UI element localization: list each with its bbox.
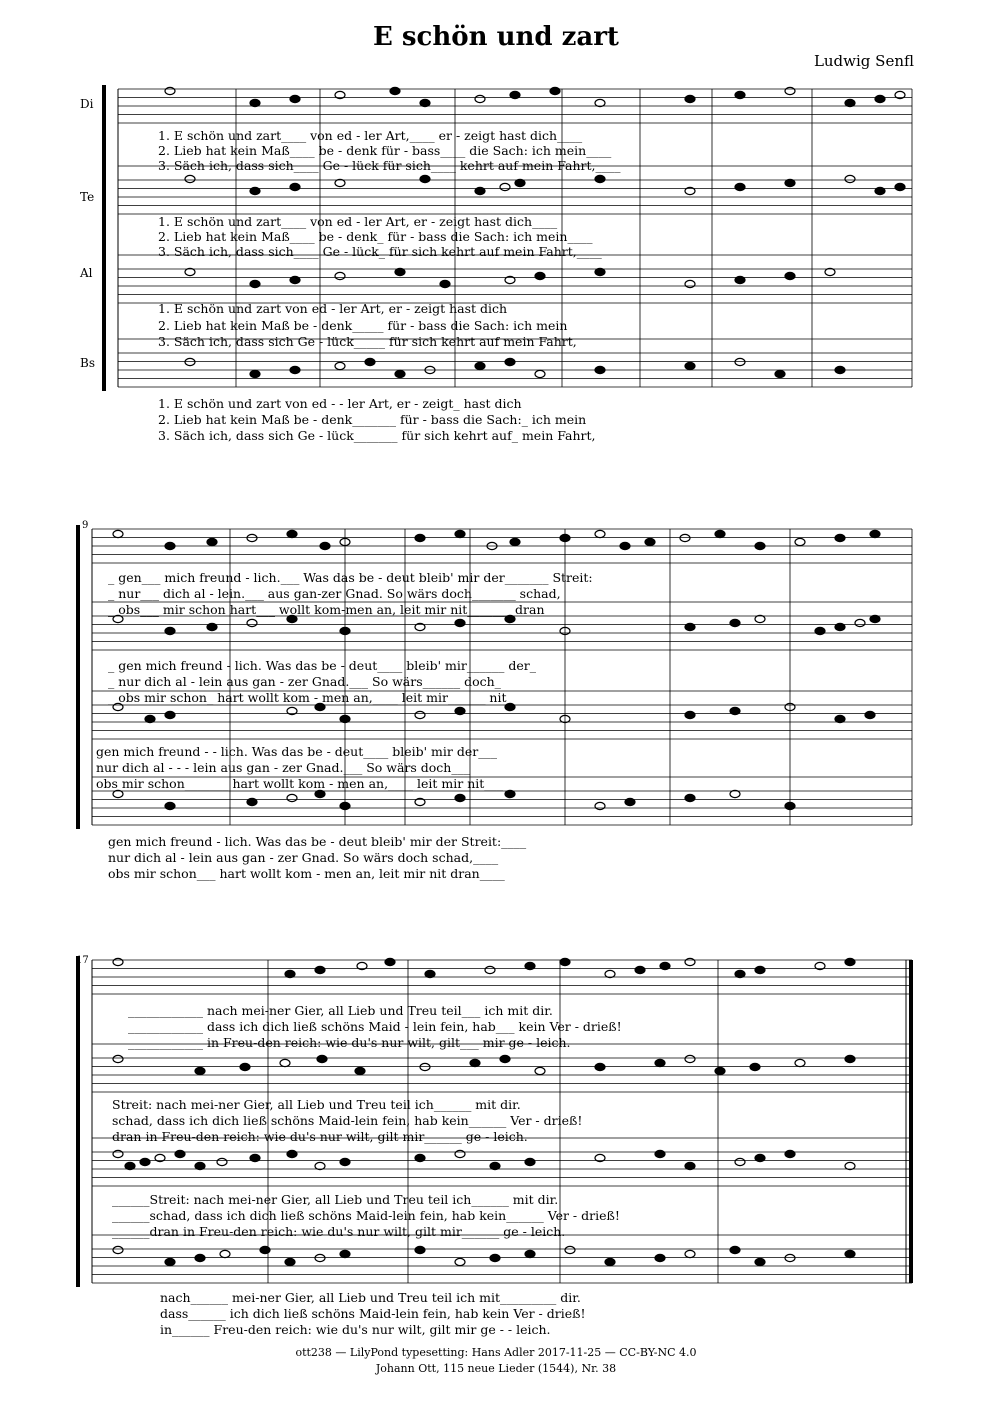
notehead xyxy=(755,615,765,622)
notehead xyxy=(735,91,745,98)
notehead xyxy=(140,1158,150,1165)
notehead xyxy=(290,366,300,373)
notehead xyxy=(560,534,570,541)
notehead xyxy=(870,530,880,537)
notehead xyxy=(455,1258,465,1265)
notehead xyxy=(185,358,195,365)
notehead xyxy=(425,970,435,977)
notehead xyxy=(785,179,795,186)
measure-number: 9 xyxy=(82,520,89,531)
lyric-line: dran in Freu-den reich: wie du's nur wilt, gilt mir______ ge - leich. xyxy=(112,1129,528,1144)
notehead xyxy=(247,534,257,541)
lyric-line: gen mich freund - - lich. Was das be - deut____ bleib' mir der___ xyxy=(96,744,497,759)
notehead xyxy=(620,542,630,549)
notehead xyxy=(515,179,525,186)
notehead xyxy=(715,1067,725,1074)
notehead xyxy=(475,362,485,369)
notehead xyxy=(315,790,325,797)
lyric-line: 2. Lieb hat kein Maß be - denk_____ für - bass die Sach: ich mein xyxy=(158,318,568,333)
notehead xyxy=(420,1063,430,1070)
voice-label-al: Al xyxy=(80,266,93,280)
footer-source: Johann Ott, 115 neue Lieder (1544), Nr. 38 xyxy=(375,1362,617,1375)
notehead xyxy=(385,958,395,965)
lyric-line: Streit: nach mei-ner Gier, all Lieb und Treu teil ich______ mit dir. xyxy=(112,1097,521,1112)
notehead xyxy=(217,1158,227,1165)
lyric-line: ______dran in Freu-den reich: wie du's nur wilt, gilt mir______ ge - leich. xyxy=(112,1224,566,1239)
lyric-line: 1. E schön und zart____ von ed - ler Art, er - zeigt hast dich____ xyxy=(158,214,558,229)
notehead xyxy=(340,1158,350,1165)
lyric-line: 3. Säch ich, dass sich____ Ge - lück_ für sich kehrt auf mein Fahrt,____ xyxy=(158,244,602,259)
lyric-line: ______schad, dass ich dich ließ schöns Maid-lein fein, hab kein______ Ver - drieß! xyxy=(112,1208,620,1223)
notehead xyxy=(845,1055,855,1062)
lyric-line: gen mich freund - lich. Was das be - deut bleib' mir der Streit:____ xyxy=(108,834,527,849)
lyric-line: 3. Säch ich, dass sich____ Ge - lück für sich____ kehrt auf mein Fahrt,____ xyxy=(158,158,621,173)
notehead xyxy=(685,958,695,965)
notehead xyxy=(825,268,835,275)
notehead xyxy=(315,1254,325,1261)
notehead xyxy=(490,1162,500,1169)
notehead xyxy=(795,538,805,545)
notehead xyxy=(287,794,297,801)
notehead xyxy=(525,1158,535,1165)
notehead xyxy=(835,715,845,722)
notehead xyxy=(420,175,430,182)
notehead xyxy=(355,1067,365,1074)
lyric-line: in______ Freu-den reich: wie du's nur wilt, gilt mir ge - - leich. xyxy=(160,1322,551,1337)
lyric-line: _ obs mir schon_ hart wollt kom - men an,____ leit mir______ nit_ xyxy=(108,690,513,705)
notehead xyxy=(730,619,740,626)
notehead xyxy=(455,1150,465,1157)
notehead xyxy=(715,530,725,537)
lyric-line: _ obs___ mir schon hart___ wollt kom-men an, leit mir nit_______ dran xyxy=(108,602,545,617)
notehead xyxy=(870,615,880,622)
notehead xyxy=(113,790,123,797)
notehead xyxy=(685,362,695,369)
notehead xyxy=(113,1246,123,1253)
lyric-line: nur dich al - lein aus gan - zer Gnad. So wärs doch schad,____ xyxy=(108,850,499,865)
notehead xyxy=(680,534,690,541)
notehead xyxy=(113,530,123,537)
notehead xyxy=(755,1154,765,1161)
notehead xyxy=(685,711,695,718)
notehead xyxy=(565,1246,575,1253)
lyric-line: ____________ in Freu-den reich: wie du's nur wilt, gilt___ mir ge - leich. xyxy=(128,1035,571,1050)
notehead xyxy=(595,1063,605,1070)
lyric-line: ______Streit: nach mei-ner Gier, all Lieb und Treu teil ich______ mit dir. xyxy=(112,1192,559,1207)
footer-typesetting: ott238 — LilyPond typesetting: Hans Adler 2017-11-25 — CC-BY-NC 4.0 xyxy=(295,1346,697,1359)
lyric-line: schad, dass ich dich ließ schöns Maid-lein fein, hab kein______ Ver - drieß! xyxy=(112,1113,583,1128)
notehead xyxy=(845,1162,855,1169)
notehead xyxy=(490,1254,500,1261)
notehead xyxy=(113,1055,123,1062)
notehead xyxy=(550,87,560,94)
notehead xyxy=(455,794,465,801)
notehead xyxy=(835,534,845,541)
notehead xyxy=(287,530,297,537)
notehead xyxy=(475,187,485,194)
notehead xyxy=(415,1154,425,1161)
notehead xyxy=(605,1258,615,1265)
notehead xyxy=(335,179,345,186)
notehead xyxy=(315,1162,325,1169)
notehead xyxy=(145,715,155,722)
notehead xyxy=(250,280,260,287)
notehead xyxy=(845,958,855,965)
lyric-line: obs mir schon_______ hart wollt kom - men an,____ leit mir nit___ xyxy=(96,776,504,791)
notehead xyxy=(535,370,545,377)
lyric-line: _ gen___ mich freund - lich.___ Was das be - deut bleib' mir der_______ Streit: xyxy=(108,570,593,585)
notehead xyxy=(505,790,515,797)
notehead xyxy=(835,366,845,373)
notehead xyxy=(340,715,350,722)
notehead xyxy=(635,966,645,973)
notehead xyxy=(485,966,495,973)
notehead xyxy=(420,99,430,106)
notehead xyxy=(845,175,855,182)
notehead xyxy=(875,187,885,194)
notehead xyxy=(730,707,740,714)
notehead xyxy=(500,1055,510,1062)
notehead xyxy=(250,99,260,106)
lyric-line: _ nur dich al - lein aus gan - zer Gnad.___ So wärs______ doch_ xyxy=(108,674,501,689)
lyric-line: _ gen mich freund - lich. Was das be - deut____ bleib' mir______ der_ xyxy=(108,658,536,673)
notehead xyxy=(655,1059,665,1066)
notehead xyxy=(845,99,855,106)
notehead xyxy=(455,707,465,714)
notehead xyxy=(685,1055,695,1062)
notehead xyxy=(855,619,865,626)
notehead xyxy=(250,187,260,194)
notehead xyxy=(750,1063,760,1070)
notehead xyxy=(165,711,175,718)
notehead xyxy=(280,1059,290,1066)
lyric-line: obs mir schon___ hart wollt kom - men an, leit mir nit dran____ xyxy=(108,866,505,881)
notehead xyxy=(595,802,605,809)
song-title: E schön und zart xyxy=(373,22,619,52)
notehead xyxy=(735,1158,745,1165)
notehead xyxy=(655,1254,665,1261)
notehead xyxy=(875,95,885,102)
notehead xyxy=(685,1162,695,1169)
notehead xyxy=(165,1258,175,1265)
lyric-line: ____________ nach mei-ner Gier, all Lieb und Treu teil___ ich mit dir. xyxy=(128,1003,553,1018)
notehead xyxy=(730,790,740,797)
notehead xyxy=(595,530,605,537)
notehead xyxy=(125,1162,135,1169)
notehead xyxy=(165,802,175,809)
lyric-line: _ nur___ dich al - lein.___ aus gan-zer Gnad. So wärs doch_______ schad, xyxy=(108,586,561,601)
notehead xyxy=(415,534,425,541)
notehead xyxy=(207,623,217,630)
notehead xyxy=(113,1150,123,1157)
notehead xyxy=(320,542,330,549)
notehead xyxy=(247,798,257,805)
notehead xyxy=(625,798,635,805)
notehead xyxy=(685,1250,695,1257)
notehead xyxy=(785,87,795,94)
notehead xyxy=(455,530,465,537)
notehead xyxy=(390,87,400,94)
notehead xyxy=(795,1059,805,1066)
notehead xyxy=(500,183,510,190)
notehead xyxy=(535,1067,545,1074)
notehead xyxy=(290,95,300,102)
notehead xyxy=(785,272,795,279)
lyric-line: 1. E schön und zart von ed - - ler Art, er - zeigt_ hast dich xyxy=(158,396,522,411)
notehead xyxy=(735,970,745,977)
notehead xyxy=(340,1250,350,1257)
notehead xyxy=(525,962,535,969)
notehead xyxy=(730,1246,740,1253)
notehead xyxy=(510,91,520,98)
composer-name: Ludwig Senfl xyxy=(813,52,914,70)
notehead xyxy=(290,183,300,190)
notehead xyxy=(165,627,175,634)
notehead xyxy=(735,358,745,365)
notehead xyxy=(335,362,345,369)
notehead xyxy=(560,958,570,965)
notehead xyxy=(775,370,785,377)
notehead xyxy=(185,268,195,275)
notehead xyxy=(510,538,520,545)
lyric-line: 3. Säch ich, dass sich Ge - lück_____ für sich kehrt auf mein Fahrt, xyxy=(158,334,577,349)
notehead xyxy=(470,1059,480,1066)
notehead xyxy=(220,1250,230,1257)
notehead xyxy=(595,366,605,373)
notehead xyxy=(165,542,175,549)
notehead xyxy=(755,542,765,549)
notehead xyxy=(845,1250,855,1257)
notehead xyxy=(195,1067,205,1074)
notehead xyxy=(535,272,545,279)
notehead xyxy=(395,370,405,377)
measure-number: 17 xyxy=(76,955,89,966)
lyric-line: dass______ ich dich ließ schöns Maid-lein fein, hab kein Ver - drieß! xyxy=(160,1306,586,1321)
notehead xyxy=(260,1246,270,1253)
notehead xyxy=(240,1063,250,1070)
notehead xyxy=(165,87,175,94)
notehead xyxy=(365,358,375,365)
lyric-line: nur dich al - - - lein aus gan - zer Gnad.___ So wärs doch___ xyxy=(96,760,471,775)
notehead xyxy=(340,627,350,634)
notehead xyxy=(185,175,195,182)
notehead xyxy=(735,276,745,283)
notehead xyxy=(815,627,825,634)
notehead xyxy=(250,1154,260,1161)
notehead xyxy=(785,802,795,809)
notehead xyxy=(785,1254,795,1261)
notehead xyxy=(525,1250,535,1257)
notehead xyxy=(660,962,670,969)
notehead xyxy=(335,272,345,279)
notehead xyxy=(755,966,765,973)
notehead xyxy=(317,1055,327,1062)
notehead xyxy=(207,538,217,545)
voice-label-di: Di xyxy=(80,97,94,111)
notehead xyxy=(595,99,605,106)
lyric-line: nach______ mei-ner Gier, all Lieb und Treu teil ich mit_________ dir. xyxy=(160,1290,581,1305)
notehead xyxy=(285,970,295,977)
notehead xyxy=(340,802,350,809)
notehead xyxy=(415,1246,425,1253)
notehead xyxy=(735,183,745,190)
notehead xyxy=(395,268,405,275)
notehead xyxy=(685,794,695,801)
notehead xyxy=(440,280,450,287)
notehead xyxy=(785,1150,795,1157)
notehead xyxy=(685,280,695,287)
lyric-line: 3. Säch ich, dass sich Ge - lück_______ für sich kehrt auf_ mein Fahrt, xyxy=(158,428,596,443)
notehead xyxy=(595,268,605,275)
notehead xyxy=(645,538,655,545)
lyric-line: 1. E schön und zart____ von ed - ler Art,____ er - zeigt hast dich____ xyxy=(158,128,583,143)
notehead xyxy=(685,623,695,630)
notehead xyxy=(250,370,260,377)
notehead xyxy=(287,1150,297,1157)
notehead xyxy=(290,276,300,283)
notehead xyxy=(247,619,257,626)
notehead xyxy=(175,1150,185,1157)
voice-label-bs: Bs xyxy=(80,356,95,370)
notehead xyxy=(195,1254,205,1261)
notehead xyxy=(865,711,875,718)
notehead xyxy=(195,1162,205,1169)
notehead xyxy=(595,175,605,182)
lyric-line: 2. Lieb hat kein Maß be - denk_______ für - bass die Sach:_ ich mein xyxy=(158,412,587,427)
notehead xyxy=(655,1150,665,1157)
lyric-line: 2. Lieb hat kein Maß____ be - denk_ für - bass die Sach: ich mein____ xyxy=(158,229,593,244)
voice-label-te: Te xyxy=(80,190,95,204)
notehead xyxy=(755,1258,765,1265)
notehead xyxy=(505,358,515,365)
notehead xyxy=(475,95,485,102)
notehead xyxy=(685,95,695,102)
notehead xyxy=(605,970,615,977)
notehead xyxy=(285,1258,295,1265)
notehead xyxy=(835,623,845,630)
notehead xyxy=(895,183,905,190)
lyric-line: 2. Lieb hat kein Maß____ be - denk für - bass____ die Sach: ich mein____ xyxy=(158,143,612,158)
lyric-line: ____________ dass ich dich ließ schöns Maid - lein fein, hab___ kein Ver - drieß! xyxy=(128,1019,622,1034)
notehead xyxy=(315,966,325,973)
lyric-line: 1. E schön und zart von ed - ler Art, er - zeigt hast dich xyxy=(158,301,508,316)
notehead xyxy=(415,711,425,718)
notehead xyxy=(455,619,465,626)
notehead xyxy=(113,958,123,965)
